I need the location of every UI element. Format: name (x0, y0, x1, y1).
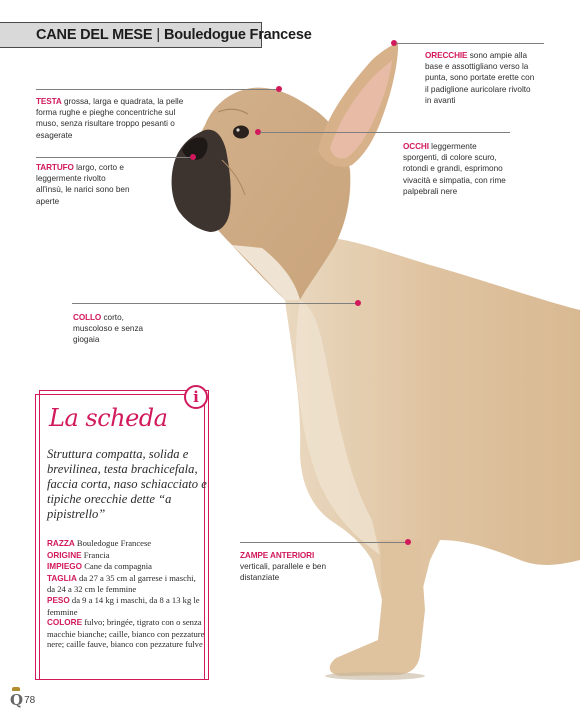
scheda-title: La scheda (49, 404, 168, 432)
annotation-collo-line (72, 303, 357, 304)
header-title (0, 27, 312, 43)
fact-value: Francia (83, 549, 110, 560)
annotation-occhi-text: leggermente sporgenti, di colore scuro, rotondi e grandi, esprimono vivacità e simpatia, con rime palpebrali nere (403, 142, 506, 196)
annotation-testa-text: grossa, larga e quadrata, la pelle forma rughe e pieghe concentriche sul muso, senza risultare troppo pesanti o esagerate (36, 97, 184, 140)
page-number: 78 (24, 694, 36, 706)
annotation-orecchie (425, 50, 537, 106)
annotation-occhi-key: OCCHI (403, 142, 429, 151)
fact-peso (47, 595, 205, 617)
fact-key: TAGLIA (47, 573, 77, 583)
fact-key: RAZZA (47, 539, 75, 548)
annotation-zampe (240, 550, 345, 584)
scheda-facts (47, 538, 205, 650)
annotation-collo-text: corto, muscoloso e senza giogaia (73, 313, 144, 345)
annotation-testa-key: TESTA (36, 97, 62, 106)
annotation-tartufo (36, 162, 131, 207)
page-footer (10, 691, 35, 709)
annotation-collo-key: COLLO (73, 313, 102, 322)
fact-origine (47, 550, 205, 562)
fact-colore (47, 617, 205, 650)
fact-razza (47, 538, 205, 550)
fact-impiego (47, 561, 205, 573)
fact-value: da 9 a 14 kg i maschi, da 8 a 13 kg le femmine (47, 594, 200, 617)
header-section: CANE DEL MESE (36, 27, 153, 43)
fact-value: da 27 a 35 cm al garrese i maschi, da 24 a 32 cm le femmine (47, 572, 196, 595)
fact-key: COLORE (47, 618, 83, 628)
annotation-orecchie-key: ORECCHIE (425, 51, 468, 60)
annotation-tartufo-text: largo, corto e leggermente rivolto all'insù, le narici sono ben aperte (36, 163, 130, 206)
annotation-testa-line (36, 89, 278, 90)
magazine-logo-crown (12, 687, 20, 691)
annotation-orecchie-line (396, 43, 544, 44)
annotation-occhi (403, 141, 513, 197)
magazine-logo-icon: Q (10, 691, 24, 709)
annotation-collo-dot (355, 300, 361, 306)
fact-value: Cane da compagnia (84, 561, 152, 572)
scheda-box (35, 390, 207, 682)
header-breed: Bouledogue Francese (163, 27, 312, 43)
fact-key: IMPIEGO (47, 562, 83, 572)
annotation-zampe-text: verticali, parallele e ben distanziate (240, 562, 327, 583)
annotation-zampe-dot (405, 539, 411, 545)
page-header (0, 22, 312, 48)
fact-key: PESO (47, 595, 70, 605)
annotation-occhi-line (260, 132, 510, 133)
scheda-intro: Struttura compatta, solida e brevilinea, testa brachicefala, faccia corta, naso schiacciato e tipiche orecchie dette “a pipistrello” (47, 447, 207, 521)
fact-key: ORIGINE (47, 550, 82, 560)
annotation-collo (73, 312, 165, 346)
annotation-tartufo-dot (190, 154, 196, 160)
annotation-testa-dot (276, 86, 282, 92)
annotation-tartufo-line (36, 157, 192, 158)
fact-value: Bouledogue Francese (76, 538, 152, 548)
fact-value: fulvo; bringée, tigrato con o senza macchie bianche; caille, bianco con pezzature nere; caille fauve, bianco con pezzature fulve (47, 617, 205, 650)
fact-taglia (47, 573, 205, 595)
annotation-orecchie-text: sono ampie alla base e assottigliano verso la punta, sono portate erette con il padiglione auricolare rivolto in avanti (425, 51, 535, 105)
info-icon: i (184, 385, 208, 409)
annotation-zampe-key: ZAMPE ANTERIORI (240, 551, 315, 560)
annotation-zampe-line (240, 542, 408, 543)
annotation-testa (36, 96, 196, 141)
header-separator: | (156, 27, 160, 43)
annotation-tartufo-key: TARTUFO (36, 163, 74, 172)
